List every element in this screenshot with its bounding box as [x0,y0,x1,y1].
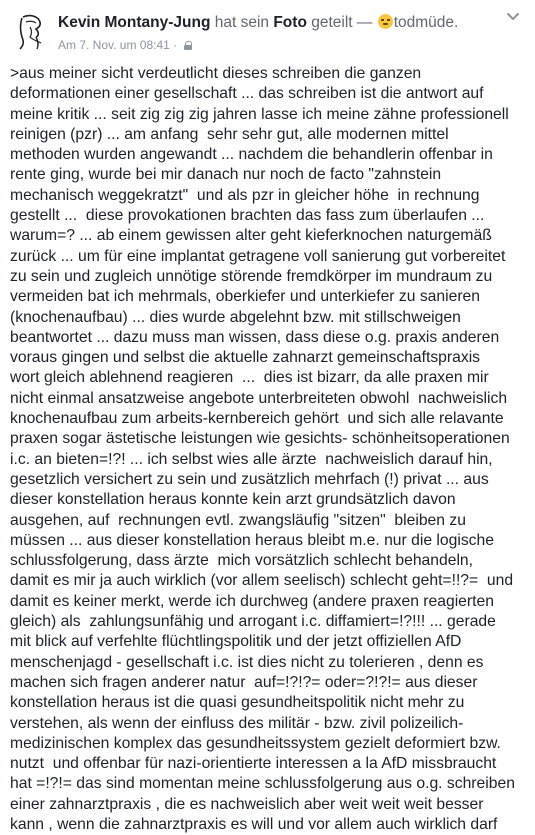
post-text-line: >aus meiner sicht verdeutlicht dieses schreiben die ganzen [10,65,422,82]
tired-face-emoji-icon [378,14,393,29]
post-text-line: knochenaufbau zum arbeits-kernbereich gehört und sich alle relavante [10,410,504,428]
post-text [10,64,530,835]
post-text-line: medizinischen komplex das gesundheitssystem gezielt deformiert bzw. [10,734,501,752]
author-name[interactable]: Kevin Montany-Jung [58,14,211,31]
post-text-line: praxen sogar ästetische leistungen wie gesichts- schönheitsoperationen [10,430,510,448]
avatar[interactable] [10,10,50,50]
post-text-line: damit es mir ja auch wirklich (vor allem seelisch) schlecht geht=!!?= und [10,572,514,590]
post-text-line: machen sich fragen anderer natur auf=!?!?= oder=?!?!= aus dieser [10,673,478,691]
post-text-line: einer zahnarztpraxis , die es nachweislich aber weit weit weit besser [10,795,484,813]
post-text-line: zurück ... um für eine implantat getragene voll sanierung gut vorbereitet [10,247,506,265]
post-headline [58,13,458,33]
action-prefix: hat sein [214,14,270,31]
post-menu-button[interactable] [505,10,521,24]
post-text-line: warum=? ... ab einem gewissen alter geht kieferknochen naturgemäß [10,227,492,245]
post-text-line: nutzt und offenbar für nazi-orientierte interessen a la AfD missbraucht [10,755,497,773]
post-text-line: voraus gingen und selbst die aktuelle zahnarzt gemeinschaftspraxis [10,349,481,367]
post-text-line: beantwortet ... dazu muss man wissen, dass diese o.g. praxis anderen [10,328,500,346]
feeling-text: todmüde. [393,14,459,31]
post-text-line: reinigen (pzr) ... am anfang sehr sehr gut, alle modernen mittel [10,125,449,143]
post-text-line: schlussfolgerung, dass ärzte mich vorsätzlich schlecht behandeln, [10,552,474,570]
post-text-line: konstellation heraus ist die quasi gesundheitspolitik nicht mehr zu [10,694,465,712]
post-text-line: rente ging, wurde bei mir danach nur noch de facto "zahnstein [10,166,442,184]
post-text-line: müssen ... aus dieser konstellation heraus bleibt m.e. nur die logische [10,531,494,549]
post-text-line: vermeiden bat ich mehrmals, oberkiefer und unterkiefer zu sanieren [10,288,480,306]
post-text-line: zu sein und zugleich unnötige störende fremdkörper im mundraum zu [10,267,493,285]
post-text-line: menschenjagd - gesellschaft i.c. ist dies nicht zu tolerieren , denn es [10,653,484,671]
post-header [0,0,535,62]
post-text-line: gleich) als zahlungsunfähig und arrogant i.c. diffamiert=!?!!! ... gerade [10,613,496,631]
post-text-line: nicht einmal ansatzweise angebote unterbreiteten obwohl nachweislich [10,389,508,407]
chevron-down-icon [505,10,521,24]
post-meta [58,38,192,53]
post-text-line: wort gleich ablehnend reagieren ... dies ist bizarr, da alle praxen mir [10,369,489,387]
post-text-line: kann , wenn die zahnarztpraxis es will und vor allem auch wirklich darf [10,815,498,833]
timestamp[interactable]: Am 7. Nov. um 08:41 · [58,38,178,52]
post-text-line: dieser konstellation heraus konnte kein arzt grundsätzlich davon [10,491,456,509]
photo-link[interactable]: Foto [273,14,307,31]
sketch-portrait-icon [10,10,50,50]
post-text-line: gesetzlich versichert zu sein und zusätzlich mehrfach (!) privat ... aus [10,470,489,488]
post-text-line: mechanisch weggekratzt" und als pzr in gleicher höhe in rechnung [10,186,480,204]
lock-icon[interactable] [184,41,192,50]
post-text-line: methoden wurden angewandt ... nachdem die behandlerin offenbar in [10,146,493,164]
action-suffix: geteilt — [311,14,373,31]
post-text-line: ausgehen, auf rechnungen evtl. zwangsläufig "sitzen" bleiben zu [10,511,466,529]
post-text-line: deformationen einer gesellschaft ... das schreiben ist die antwort auf [10,85,484,103]
post-text-line: gestellt ... diese provokationen brachten das fass zum überlaufen ... [10,207,485,225]
post-text-line: meine kritik ... seit zig zig zig jahren lasse ich meine zähne professionell [10,105,509,123]
post-text-line: mit blick auf verfehlte flüchtlingspolitik und der jetzt offiziellen AfD [10,633,462,651]
post-text-line: damit es keiner merkt, werde ich durchweg (andere praxen reagierten [10,592,494,610]
post-text-line: hat =!?!= das sind momentan meine schlussfolgerung aus o.g. schreiben [10,775,515,793]
post-text-line: (knochenaufbau) ... dies wurde abgelehnt bzw. mit stillschweigen [10,308,461,326]
post-text-line: i.c. an bieten=!?! ... ich selbst wies alle ärzte nachweislich darauf hin, [10,450,493,468]
post-text-line: verstehen, als wenn der einfluss des militär - bzw. zivil polizeilich- [10,714,464,732]
